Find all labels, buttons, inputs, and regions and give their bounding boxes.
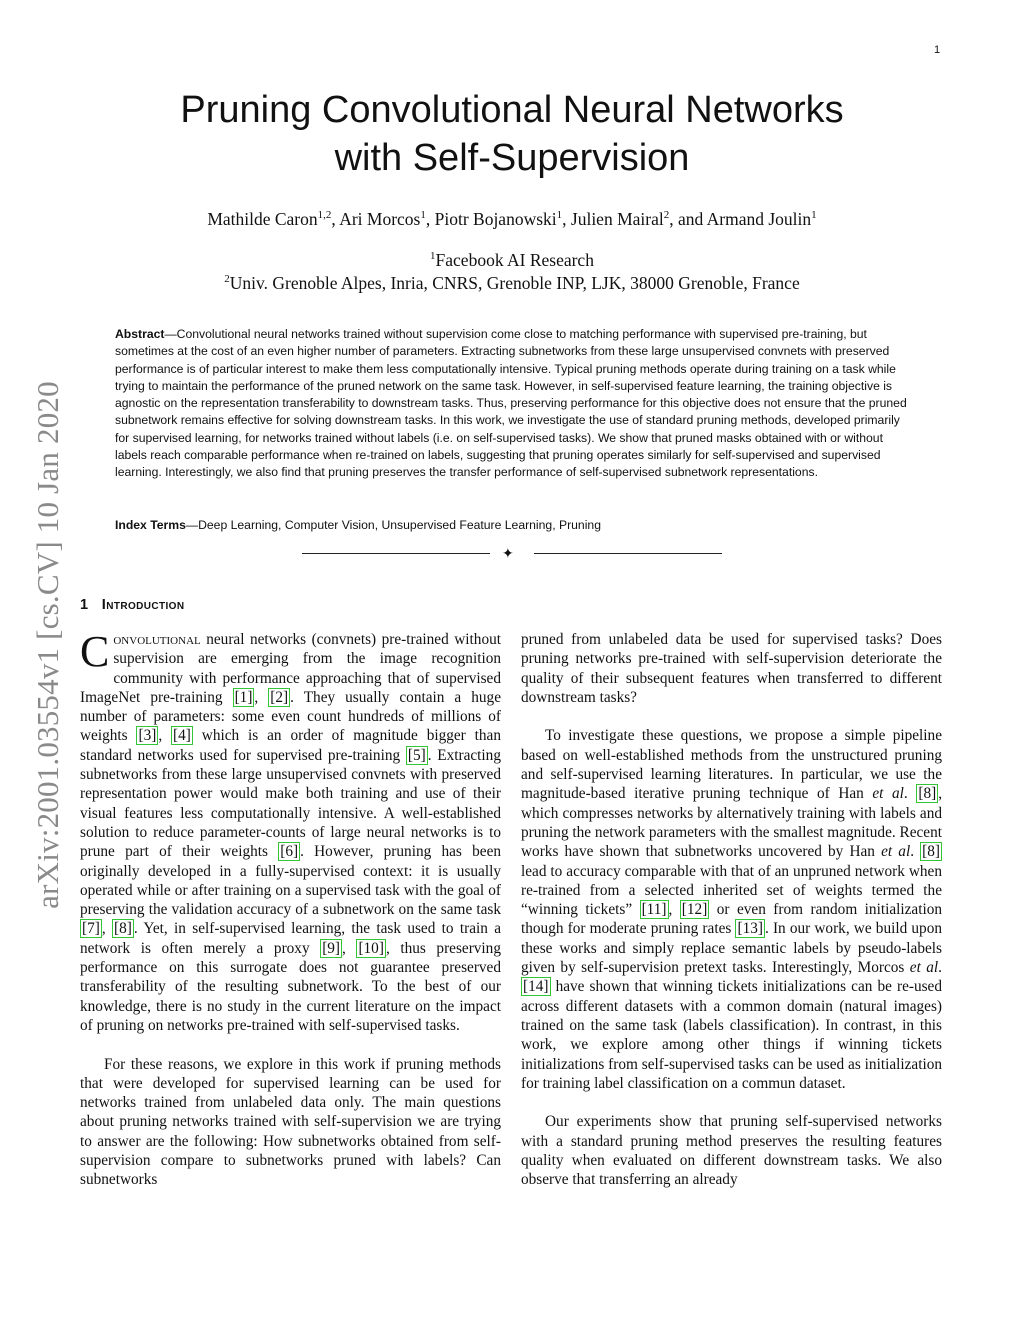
divider-rule-left — [302, 553, 490, 554]
body-text: have shown that winning tickets initializations can be re-used across different datasets with a common domain (natural images) trained on the same task (labels classification). In contrast, in this work, we explore among other things if winning tickets initializations from self-supervised tasks can be used as initialization for training label classification on a commun dataset. — [521, 978, 942, 1092]
body-text: lead to accuracy comparable with that of an unpruned network when re-trained from a selected inherited set of weights termed the “winning tickets” — [521, 862, 942, 919]
body-text: . — [938, 959, 942, 977]
emphasis-text: et al — [881, 843, 911, 861]
citation-link[interactable]: [1] — [234, 688, 253, 706]
body-text: To investigate these questions, we propose a simple pipeline based on well-established methods from the unstructured pruning and self-supervised learning literatures. In particular, we use the magnitude-based iterative pruning technique of Han — [521, 727, 942, 803]
arxiv-identifier-stamp: arXiv:2001.03554v1 [cs.CV] 10 Jan 2020 — [30, 381, 65, 909]
abstract-text: —Convolutional neural networks trained without supervision come close to matching performance with supervised pre-training, but sometimes at the cost of an even higher number of parameters. Extracting subnetworks from these large unsupervised convnets with preserved performance is of particular interest to make them less computationally intensive. Typical pruning methods operate during training on a task while trying to maintain the performance of the pruned network on the same task. However, in self-supervised feature learning, the training objective is agnostic on the representation transferability to downstream tasks. Thus, preserving performance for this objective does not ensure that the pruned subnetwork remains effective for solving downstream tasks. In this work, we investigate the use of standard pruning methods, developed primarily for supervised learning, for networks trained without labels (i.e. on self-supervised tasks). We show that pruned masks obtained with or without labels reach comparable performance when re-trained on labels, suggesting that pruning operates similarly for self-supervised and supervised learning. Interestingly, we also find that pruning preserves the transfer performance of self-supervised subnetwork representations. — [115, 327, 907, 480]
abstract-label: Abstract — [115, 327, 165, 341]
emphasis-text: et al — [909, 959, 939, 977]
title-line-2: with Self-Supervision — [334, 137, 690, 179]
citation-link[interactable]: [5] — [407, 746, 426, 764]
body-text: , — [254, 688, 269, 706]
citation-link[interactable]: [12] — [681, 901, 708, 919]
page-number: 1 — [934, 44, 941, 56]
citation-link[interactable]: [6] — [280, 843, 299, 861]
divider-rule-right — [534, 553, 722, 554]
affiliation-text: Univ. Grenoble Alpes, Inria, CNRS, Grenoble INP, LJK, 38000 Grenoble, France — [229, 273, 800, 293]
paragraph — [80, 1055, 501, 1190]
right-column — [521, 630, 942, 1190]
author-affiliation-mark: 1 — [811, 209, 817, 222]
author-separator: , — [331, 209, 340, 229]
author-separator: , — [425, 209, 435, 229]
body-text: , — [668, 901, 680, 919]
body-text: pruned from unlabeled data be used for supervised tasks? Does pruning networks pre-trained with self-supervision deteriorate the quality of their subsequent features when transferred to different downstream tasks? — [521, 631, 942, 706]
title-line-1: Pruning Convolutional Neural Networks — [180, 89, 844, 131]
citation-link[interactable]: [7] — [82, 920, 100, 938]
citation-link[interactable]: [9] — [322, 939, 341, 957]
author-name: Mathilde Caron — [207, 209, 318, 229]
drop-cap: C — [80, 627, 110, 676]
body-text: or even from random initialization though for moderate pruning rates — [521, 901, 942, 938]
body-text: . — [903, 785, 917, 803]
body-text: . Extracting subnetworks from these large unsupervised convnets with preserved representation power would make both training and use of their visual features less computationally intensive. A well-established solution to reduce parameter-counts of large neural networks is to prune part of their weights — [80, 746, 501, 861]
paragraph — [521, 1112, 942, 1189]
index-terms-label: Index Terms — [115, 518, 186, 532]
affiliation-mark: 1 — [430, 250, 436, 263]
author-affiliation-mark: 2 — [663, 209, 670, 222]
author-name: Ari Morcos — [339, 209, 421, 229]
author-name: Julien Mairal — [570, 209, 664, 229]
body-text: . However, pruning has been originally developed in a fully-supervised context: it is usually operated while or after training on a supervised task with the goal of preserving the validation accuracy of a subnetwork on the same task — [80, 843, 502, 919]
author-name: Piotr Bojanowski — [434, 209, 557, 229]
citation-link[interactable]: [10] — [358, 939, 384, 957]
abstract — [115, 326, 911, 482]
left-column — [80, 627, 502, 1190]
section-number: 1 — [80, 597, 89, 613]
body-text: For these reasons, we explore in this work if pruning methods that were developed for supervised learning can be used for networks trained from unlabeled data only. The main questions about pruning networks trained with self-supervision we are trying to answer are the following: How subnetworks obtained from self-supervision compare to subnetworks pruned with labels? Can subnetworks — [80, 1055, 501, 1189]
body-text: , — [158, 727, 172, 745]
paragraph — [80, 627, 502, 1035]
affiliation-mark: 2 — [224, 273, 230, 286]
affiliation-1 — [120, 250, 904, 271]
body-text: , — [101, 920, 112, 938]
body-text: . In our work, we build upon these works and simply replace semantic labels by pseudo-labels given by self-supervision pretext tasks. Interestingly, Morcos — [521, 920, 942, 977]
body-text: , thus preserving performance on this surrogate does not guarantee preserved transferability of the resulting subnetwork. To the best of our knowledge, there is no study in the current literature on the impact of pruning on networks pre-trained with self-supervised tasks. — [80, 939, 501, 1034]
index-terms — [115, 518, 911, 532]
affiliation-2 — [120, 273, 904, 294]
emphasis-text: et al — [872, 785, 904, 803]
body-text: . Yet, in self-supervised learning, the task used to train a network is often merely a proxy — [80, 920, 501, 957]
body-text: , — [342, 939, 357, 957]
citation-link[interactable]: [8] — [113, 920, 132, 938]
paragraph — [521, 726, 942, 1093]
citation-link[interactable]: [13] — [737, 920, 763, 938]
affiliation-text: Facebook AI Research — [435, 250, 594, 270]
body-text: . They usually contain a huge number of parameters: some even count hundreds of millions of weights — [80, 688, 501, 745]
index-terms-text: —Deep Learning, Computer Vision, Unsupervised Feature Learning, Pruning — [185, 518, 601, 532]
section-divider — [302, 545, 722, 561]
paper-title — [120, 86, 904, 182]
citation-link[interactable]: [4] — [173, 727, 191, 745]
author-affiliation-mark: 1 — [420, 209, 426, 222]
citation-link[interactable]: [3] — [138, 727, 157, 745]
small-caps-text: onvolutional — [113, 631, 201, 648]
body-text: neural networks (convnets) pre-trained without supervision are emerging from the image recognition community with performance approaching that of supervised ImageNet pre-training — [80, 631, 501, 706]
author-separator: , and — [669, 209, 707, 229]
author-list — [120, 209, 904, 230]
body-text: which is an order of magnitude bigger than standard networks used for supervised pre-training — [80, 727, 501, 764]
author-separator: , — [562, 209, 571, 229]
paragraph — [521, 630, 942, 707]
citation-link[interactable]: [8] — [922, 843, 941, 861]
body-text: . — [910, 843, 921, 861]
author-affiliation-mark: 1 — [556, 209, 563, 222]
body-text: , which compresses networks by alternatively training with labels and pruning the network parameters with the smallest magnitude. Recent works have shown that subnetworks uncovered by Han — [521, 785, 943, 861]
citation-link[interactable]: [14] — [523, 978, 549, 996]
author-affiliation-mark: 1,2 — [317, 209, 332, 222]
section-title: Introduction — [101, 597, 185, 613]
section-heading — [80, 597, 184, 613]
divider-star-icon: ✦ — [502, 545, 514, 561]
citation-link[interactable]: [11] — [641, 901, 667, 919]
citation-link[interactable]: [8] — [918, 785, 937, 803]
citation-link[interactable]: [2] — [270, 688, 289, 706]
body-text: Our experiments show that pruning self-supervised networks with a standard pruning method preserves the resulting features quality when evaluated on different downstream tasks. We also observe that transferring an already — [521, 1113, 942, 1189]
author-name: Armand Joulin — [706, 209, 812, 229]
